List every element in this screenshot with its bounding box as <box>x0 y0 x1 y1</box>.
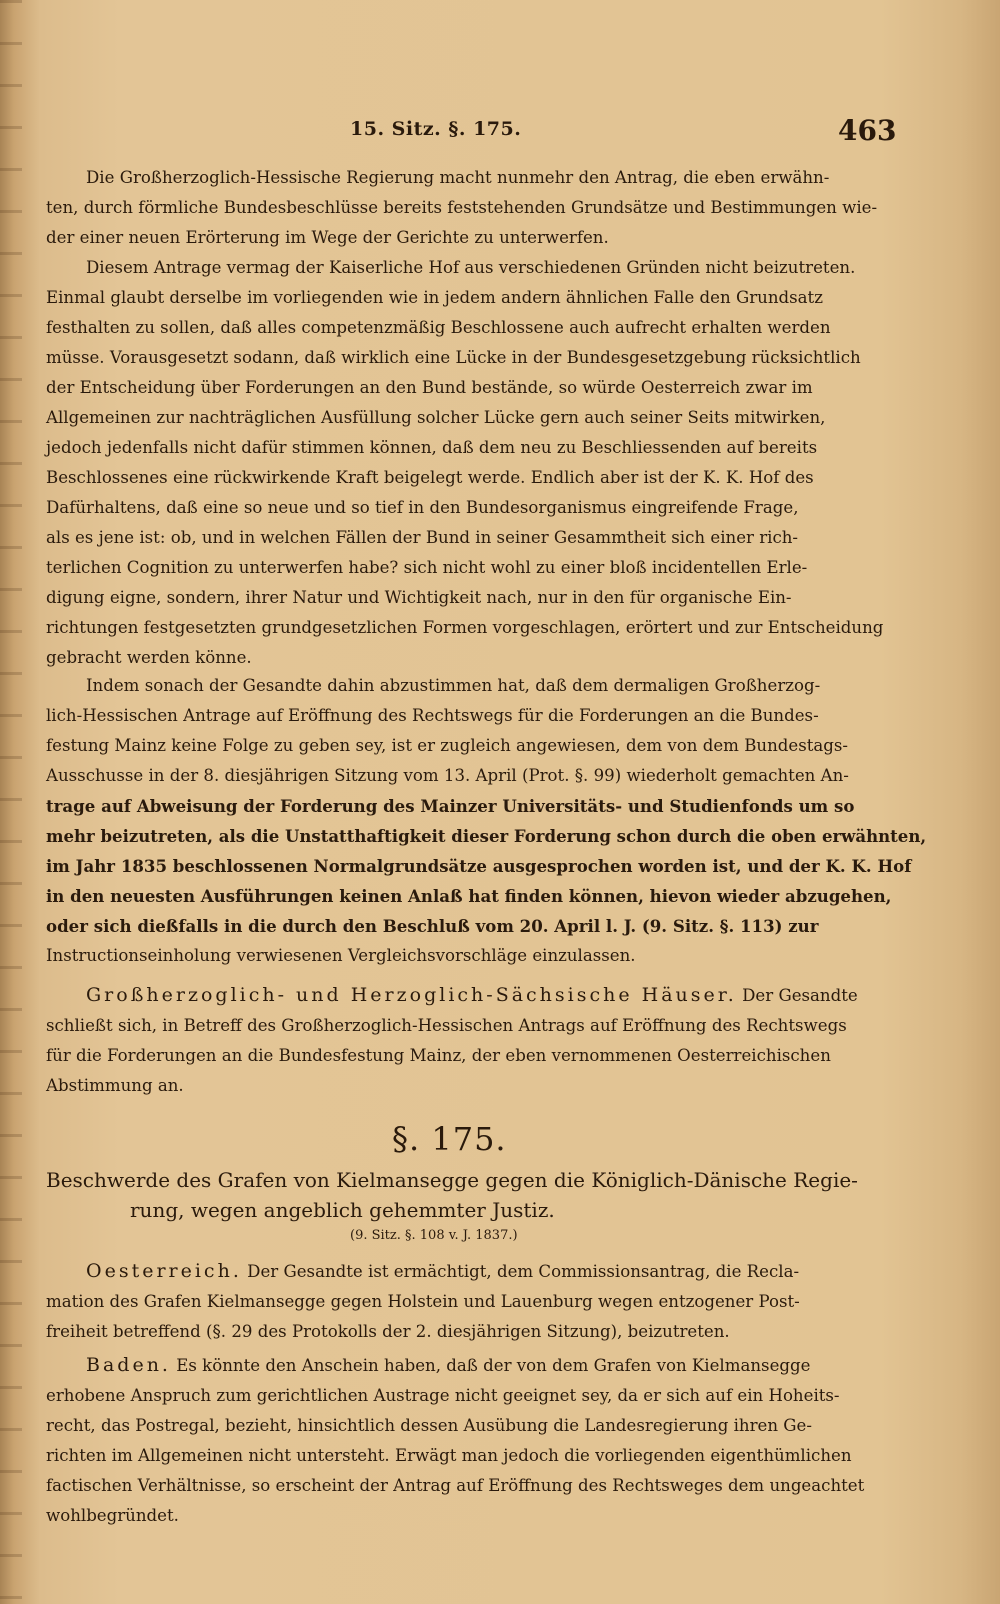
text-line: festhalten zu sollen, daß alles competenzmäßig Beschlossene auch aufrecht erhalten werden <box>46 318 831 337</box>
text-line: Abstimmung an. <box>46 1076 184 1095</box>
text-line: richtungen festgesetzten grundgesetzlichen Formen vorgeschlagen, erörtert und zur Entscheidung <box>46 618 884 637</box>
text-line: wohlbegründet. <box>46 1506 179 1525</box>
text-line: der einer neuen Erörterung im Wege der Gerichte zu unterwerfen. <box>46 228 609 247</box>
text-line: trage auf Abweisung der Forderung des Mainzer Universitäts- und Studienfonds um so <box>46 796 855 816</box>
text-line: Beschlossenes eine rückwirkende Kraft beigelegt werde. Endlich aber ist der K. K. Hof des <box>46 468 814 487</box>
text-line: müsse. Vorausgesetzt sodann, daß wirklich eine Lücke in der Bundesgesetzgebung rücksichtlich <box>46 348 861 367</box>
text-line: Ausschusse in der 8. diesjährigen Sitzung vom 13. April (Prot. §. 99) wiederholt gemachten An- <box>46 766 849 785</box>
page-number: 463 <box>838 114 897 147</box>
text-line: terlichen Cognition zu unterwerfen habe? sich nicht wohl zu einer bloß incidentellen Erle- <box>46 558 808 577</box>
text-line: factischen Verhältnisse, so erscheint der Antrag auf Eröffnung des Rechtsweges dem ungeachtet <box>46 1476 865 1495</box>
text-line: Die Großherzoglich-Hessische Regierung macht nunmehr den Antrag, die eben erwähn- <box>86 168 830 187</box>
text-line: mation des Grafen Kielmansegge gegen Holstein und Lauenburg wegen entzogener Post- <box>46 1292 800 1311</box>
text-line: ten, durch förmliche Bundesbeschlüsse bereits feststehenden Grundsätze und Bestimmungen wie- <box>46 198 878 217</box>
text-line: erhobene Anspruch zum gerichtlichen Austrage nicht geeignet sey, da er sich auf ein Hoheits- <box>46 1386 840 1405</box>
text-line: der Entscheidung über Forderungen an den Bund bestände, so würde Oesterreich zwar im <box>46 378 813 397</box>
text-fragment: Der Gesandte ist ermächtigt, dem Commissionsantrag, die Recla- <box>247 1262 800 1281</box>
text-line <box>86 984 858 1006</box>
text-line: lich-Hessischen Antrage auf Eröffnung des Rechtswegs für die Forderungen an die Bundes- <box>46 706 819 725</box>
text-line: Indem sonach der Gesandte dahin abzustimmen hat, daß dem dermaligen Großherzog- <box>86 676 821 695</box>
state-heading: Oesterreich. <box>86 1260 242 1282</box>
section-title-line: Beschwerde des Grafen von Kielmansegge gegen die Königlich-Dänische Regie- <box>46 1168 858 1192</box>
section-title-line: rung, wegen angeblich gehemmter Justiz. <box>130 1198 555 1222</box>
text-line: Dafürhaltens, daß eine so neue und so tief in den Bundesorganismus eingreifende Frage, <box>46 498 799 517</box>
section-citation: (9. Sitz. §. 108 v. J. 1837.) <box>350 1228 518 1243</box>
text-line: digung eigne, sondern, ihrer Natur und Wichtigkeit nach, nur in den für organische Ein- <box>46 588 792 607</box>
text-line: festung Mainz keine Folge zu geben sey, ist er zugleich angewiesen, dem von dem Bundestags- <box>46 736 849 755</box>
text-line: Einmal glaubt derselbe im vorliegenden wie in jedem andern ähnlichen Falle den Grundsatz <box>46 288 823 307</box>
text-line: Allgemeinen zur nachträglichen Ausfüllung solcher Lücke gern auch seiner Seits mitwirken, <box>46 408 826 427</box>
text-fragment: Der Gesandte <box>742 986 858 1005</box>
state-heading: Großherzoglich- und Herzoglich-Sächsische Häuser. <box>86 984 737 1006</box>
text-line: jedoch jedenfalls nicht dafür stimmen können, daß dem neu zu Beschliessenden auf bereits <box>46 438 818 457</box>
text-line: oder sich dießfalls in die durch den Beschluß vom 20. April l. J. (9. Sitz. §. 113) zur <box>46 916 819 936</box>
text-line <box>86 1260 799 1282</box>
section-number: §. 175. <box>392 1120 507 1158</box>
text-line: als es jene ist: ob, und in welchen Fällen der Bund in seiner Gesammtheit sich einer rich- <box>46 528 799 547</box>
text-line: für die Forderungen an die Bundesfestung Mainz, der eben vernommenen Oesterreichischen <box>46 1046 831 1065</box>
text-line: schließt sich, in Betreff des Großherzoglich-Hessischen Antrags auf Eröffnung des Rechtswegs <box>46 1016 847 1035</box>
text-line: im Jahr 1835 beschlossenen Normalgrundsätze ausgesprochen worden ist, und der K. K. Hof <box>46 856 912 876</box>
page-gutter <box>0 0 22 1604</box>
text-line: Instructionseinholung verwiesenen Vergleichsvorschläge einzulassen. <box>46 946 636 965</box>
state-heading: Baden. <box>86 1354 171 1376</box>
text-line: recht, das Postregal, bezieht, hinsichtlich dessen Ausübung die Landesregierung ihren Ge- <box>46 1416 812 1435</box>
text-line: mehr beizutreten, als die Unstatthaftigkeit dieser Forderung schon durch die oben erwähnten, <box>46 826 927 846</box>
text-line: Diesem Antrage vermag der Kaiserliche Hof aus verschiedenen Gründen nicht beizutreten. <box>86 258 856 277</box>
text-fragment: Es könnte den Anschein haben, daß der von dem Grafen von Kielmansegge <box>176 1356 811 1375</box>
text-line: richten im Allgemeinen nicht untersteht. Erwägt man jedoch die vorliegenden eigenthümlichen <box>46 1446 852 1465</box>
running-head: 15. Sitz. §. 175. <box>350 118 522 140</box>
text-line: in den neuesten Ausführungen keinen Anlaß hat finden können, hievon wieder abzugehen, <box>46 886 892 906</box>
text-line <box>86 1354 810 1376</box>
text-line: gebracht werden könne. <box>46 648 252 667</box>
text-line: freiheit betreffend (§. 29 des Protokolls der 2. diesjährigen Sitzung), beizutreten. <box>46 1322 730 1341</box>
